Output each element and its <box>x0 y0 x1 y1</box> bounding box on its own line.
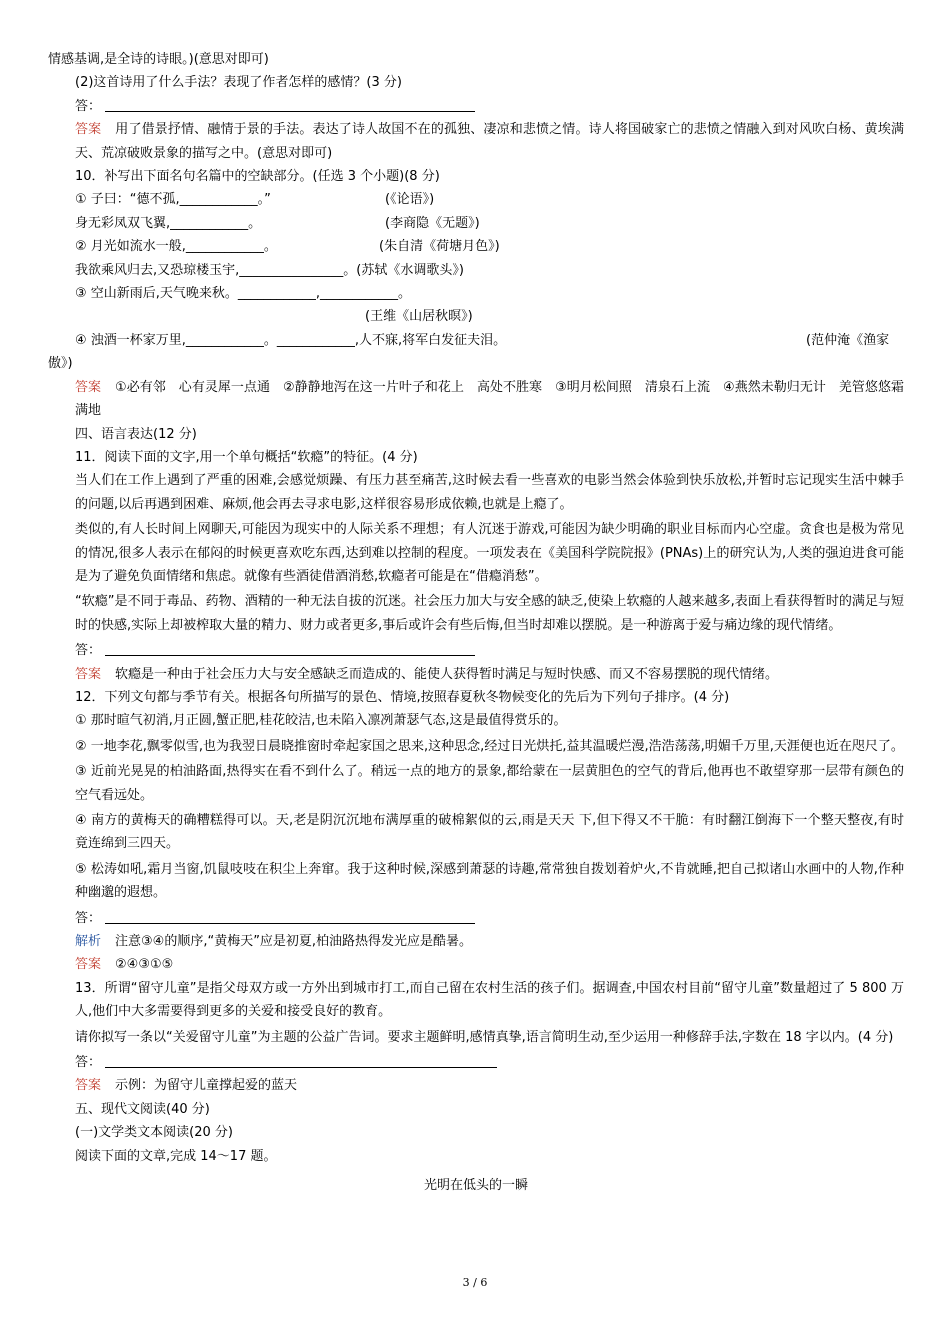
analysis-label: 解析 <box>75 934 102 950</box>
answer-blank[interactable] <box>105 909 475 924</box>
sentence-item: ② 一地李花,飘零似雪,也为我翌日晨晓推窗时牵起家国之思来,这种思念,经过日光烘托,益其温暖烂漫,浩浩荡荡,明媚千万里,天涯便也近在咫尺了。 <box>75 738 904 754</box>
paragraph: 当人们在工作上遇到了严重的困难,会感觉烦躁、有压力甚至痛苦,这时候去看一些喜欢的电影当然会体验到快乐放松,并暂时忘记现实生活中棘手的问题,以后再遇到困难、麻烦,他会再去寻求电影,这样很容易形成依赖,也就是上瘾了。 <box>75 473 904 512</box>
answer-9-2: 答案 用了借景抒情、融情于景的手法。表达了诗人故国不在的孤独、凄凉和悲愤之情。诗人将国破家亡的悲愤之情融入到对风吹白杨、黄埃满天、荒凉破败景象的描写之中。(意思对即可) <box>75 122 904 161</box>
question-12: 12．下列文句都与季节有关。根据各句所描写的景色、情境,按照春夏秋冬物候变化的先后为下列句子排序。(4 分) <box>75 689 730 705</box>
fill-line: ② 月光如流水一般,____________。 (朱自清《荷塘月色》) <box>75 239 500 255</box>
answer-blank-line: 答： <box>48 907 904 930</box>
answer-13: 答案 示例：为留守儿童撑起爱的蓝天 <box>75 1078 298 1094</box>
fill-line: 傲》) <box>48 356 73 372</box>
subsection-heading: (一)文学类文本阅读(20 分) <box>75 1125 233 1141</box>
fill-line: ① 子曰：“德不孤,____________。” (《论语》) <box>75 192 435 208</box>
fill-line: (王维《山居秋暝》) <box>365 309 473 325</box>
answer-10: 答案 ①必有邻 心有灵犀一点通 ②静静地泻在这一片叶子和花上 高处不胜寒 ③明月松间照 清泉石上流 ④燕然未勒归无计 羌管悠悠霜满地 <box>75 379 904 419</box>
article-title: 光明在低头的一瞬 <box>423 1178 528 1194</box>
sentence-item: ① 那时暄气初消,月正圆,蟹正肥,桂花皎洁,也未陷入凛冽萧瑟气态,这是最值得赏乐的。 <box>75 713 567 729</box>
sentence-item: ④ 南方的黄梅天的确糟糕得可以。天,老是阴沉沉地布满厚重的破棉絮似的云,雨是天天 下,但下得又不干脆：有时翻江倒海下一个整天整夜,有时竟连绵到三四天。 <box>75 813 904 852</box>
answer-label: 答案 <box>75 1078 102 1094</box>
instruction: 阅读下面的文章,完成 14～17 题。 <box>75 1148 277 1164</box>
answer-label: 答案 <box>75 957 102 973</box>
question-10: 10．补写出下面名句名篇中的空缺部分。(任选 3 个小题)(8 分) <box>75 169 440 185</box>
answer-blank[interactable] <box>105 1053 497 1068</box>
page-number: 3 / 6 <box>462 1276 488 1289</box>
question-13: 13．所谓“留守儿童”是指父母双方或一方外出到城市打工,而自己留在农村生活的孩子们。据调查,中国农村目前“留守儿童”数量超过了 5 800 万人,他们中大多需要得到更多的关爱和接受良好的教育。 <box>75 980 904 1020</box>
answer-label: 答案 <box>75 379 102 395</box>
answer-label: 答案 <box>75 666 102 682</box>
sentence-item: ⑤ 松涛如吼,霜月当窗,饥鼠吱吱在积尘上奔窜。我于这种时候,深感到萧瑟的诗趣,常常独自拨划着炉火,不肯就睡,把自己拟诸山水画中的人物,作种种幽邈的遐想。 <box>75 861 904 901</box>
answer-12: 答案 ②④③①⑤ <box>75 957 174 973</box>
answer-blank-line: 答： <box>48 1051 904 1074</box>
answer-11: 答案 软瘾是一种由于社会压力大与安全感缺乏而造成的、能使人获得暂时满足与短时快感、而又不容易摆脱的现代情绪。 <box>75 666 779 682</box>
answer-label: 答案 <box>75 122 102 138</box>
question-11: 11．阅读下面的文字,用一个单句概括“软瘾”的特征。(4 分) <box>75 449 418 465</box>
answer-blank-line: 答： <box>48 95 904 118</box>
question-13-task: 请你拟写一条以“关爱留守儿童”为主题的公益广告词。要求主题鲜明,感情真挚,语言简明生动,至少运用一种修辞手法,字数在 18 字以内。(4 分) <box>75 1029 894 1045</box>
section-heading: 四、语言表达(12 分) <box>75 426 197 442</box>
answer-blank[interactable] <box>105 641 475 656</box>
analysis-12: 解析 注意③④的顺序,“黄梅天”应是初夏,柏油路热得发光应是酷暑。 <box>75 934 473 950</box>
fill-line: 我欲乘风归去,又恐琼楼玉宇,________________。(苏轼《水调歌头》) <box>75 262 464 278</box>
answer-blank[interactable] <box>105 97 475 112</box>
text-line: 情感基调,是全诗的诗眼。)(意思对即可) <box>48 52 269 67</box>
paragraph: 类似的,有人长时间上网聊天,可能因为现实中的人际关系不理想；有人沉迷于游戏,可能因为缺少明确的职业目标而内心空虚。贪食也是极为常见的情况,很多人表示在郁闷的时候更喜欢吃东西,达到难以控制的程度。一项发表在《美国科学院院报》(PNAs)上的研究认为,人类的强迫进食可能是为了避免负面情绪和焦虑。就像有些酒徒借酒消愁,软瘾者可能是在“借瘾消愁”。 <box>75 522 904 584</box>
sentence-item: ③ 近前光晃晃的柏油路面,热得实在看不到什么了。稍远一点的地方的景象,都给蒙在一层黄胆色的空气的背后,他再也不敢望穿那一层带有颜色的空气看远处。 <box>75 764 904 803</box>
answer-blank-line: 答： <box>48 639 904 662</box>
fill-line: ③ 空山新雨后,天气晚来秋。____________,____________。 <box>75 286 412 302</box>
fill-line: ④ 浊酒一杯家万里,____________。____________,人不寐,将军白发征夫泪。 (范仲淹《渔家 <box>75 332 890 348</box>
question-9-2: (2)这首诗用了什么手法？表现了作者怎样的感情？(3 分) <box>75 75 402 91</box>
document-page <box>48 48 904 1198</box>
paragraph: “软瘾”是不同于毒品、药物、酒精的一种无法自拔的沉迷。社会压力加大与安全感的缺乏,使染上软瘾的人越来越多,表面上看获得暂时的满足与短时的快感,实际上却被榨取大量的精力、财力或者更多,事后或许会有些后悔,但当时却难以摆脱。是一种游离于爱与痛边缘的现代情绪。 <box>75 594 904 633</box>
section-heading: 五、现代文阅读(40 分) <box>75 1101 210 1117</box>
fill-line: 身无彩凤双飞翼,____________。 (李商隐《无题》) <box>75 215 480 231</box>
